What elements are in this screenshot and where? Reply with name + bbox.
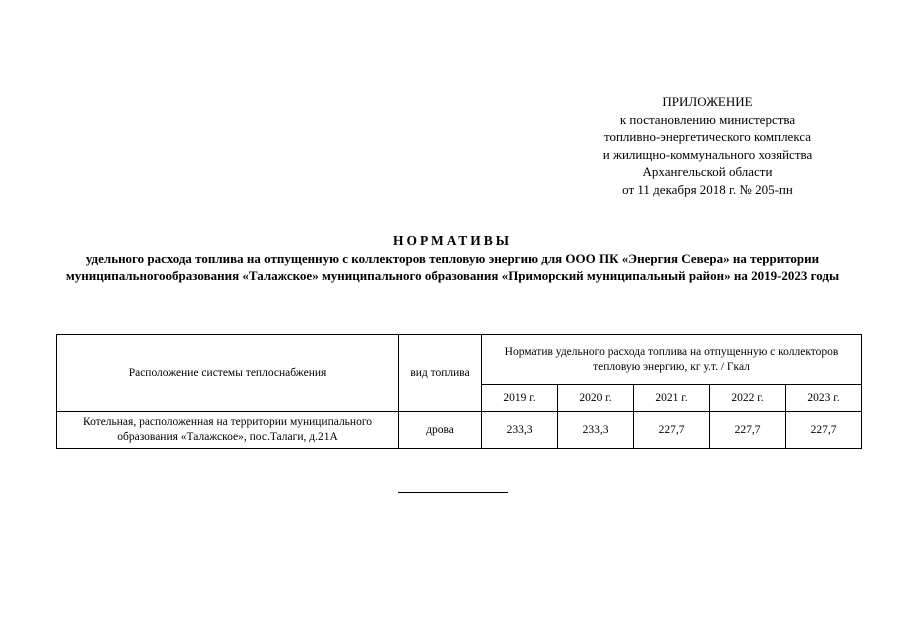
cell-value-2019: 233,3 [482,412,558,449]
header-year-2020: 2020 г. [558,385,634,412]
appendix-header [560,93,855,198]
appendix-line: топливно-энергетического комплекса [603,129,812,144]
title-main: НОРМАТИВЫ [392,233,513,248]
header-fuel: вид топлива [399,335,482,412]
appendix-line: Архангельской области [642,164,773,179]
cell-value-2020: 233,3 [558,412,634,449]
appendix-line: к постановлению министерства [619,111,796,127]
document-title [40,232,865,285]
closing-divider [398,492,508,493]
header-year-2023: 2023 г. [786,385,862,412]
appendix-date: от 11 декабря 2018 г. № 205-пн [622,181,793,197]
cell-fuel: дрова [399,412,482,449]
cell-location: Котельная, расположенная на территории муниципального образования «Талажское», пос.Талаги, д.21А [57,412,399,449]
cell-value-2023: 227,7 [786,412,862,449]
title-subtitle: удельного расхода топлива на отпущенную с коллекторов тепловую энергию для ООО ПК «Энергия Севера» на территории муниципальногообразования «Талажское» муниципального образования «Приморский муниципальный район» на 2019-2023 годы [65,250,840,283]
appendix-line: и жилищно-коммунального хозяйства [602,146,813,162]
header-year-2021: 2021 г. [634,385,710,412]
header-norm: Норматив удельного расхода топлива на отпущенную с коллекторов тепловую энергию, кг у.т. / Гкал [482,335,862,385]
header-year-2022: 2022 г. [710,385,786,412]
norms-table [56,334,862,449]
appendix-title: ПРИЛОЖЕНИЕ [662,94,753,109]
table-row [57,412,862,449]
cell-value-2021: 227,7 [634,412,710,449]
header-location: Расположение системы теплоснабжения [57,335,399,412]
header-year-2019: 2019 г. [482,385,558,412]
cell-value-2022: 227,7 [710,412,786,449]
